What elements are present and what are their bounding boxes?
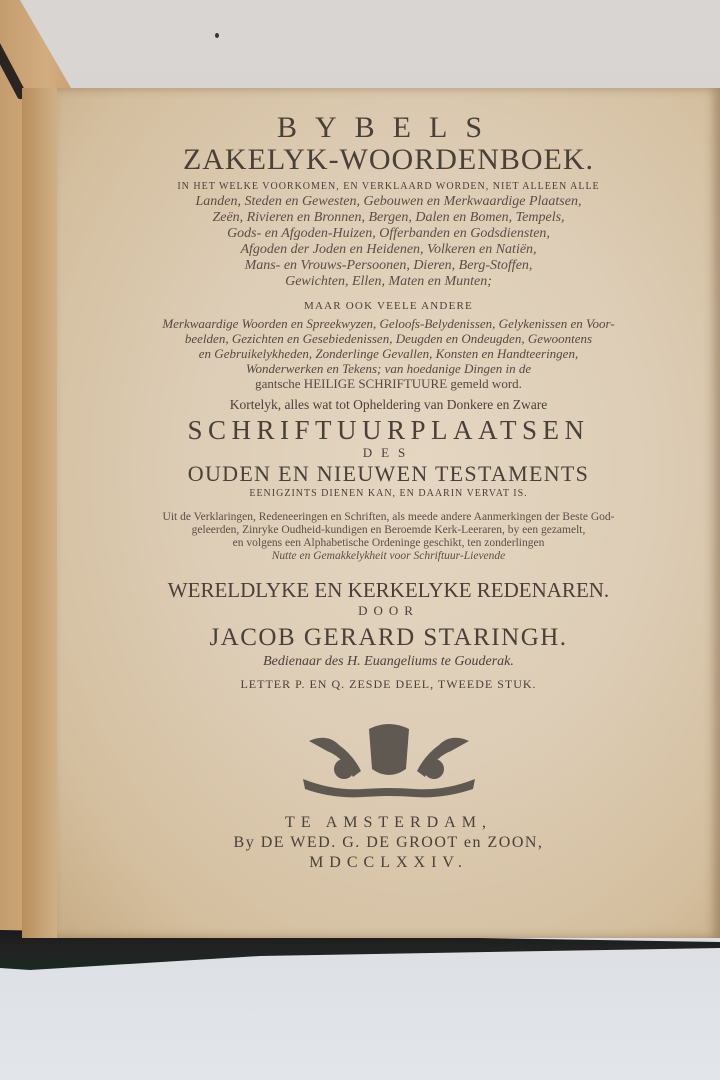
testaments-heading: OUDEN EN NIEUWEN TESTAMENTS: [187, 461, 590, 486]
subjects-list: [57, 194, 720, 290]
subject-line: Mans- en Vrouws-Persoonen, Dieren, Berg-Stoffen,: [244, 258, 533, 273]
subject-line: Gods- en Afgoden-Huizen, Offerbanden en Godsdiensten,: [227, 226, 550, 241]
door-line: DOOR: [358, 603, 419, 618]
sources-line: Nutte en Gemakkelykheit voor Schriftuur-Lievende: [271, 550, 506, 562]
title-line-2: ZAKELYK-WOORDENBOEK.: [182, 143, 595, 176]
sources-line: en volgens een Alphabetische Ordeninge geschikt, ten zonderlingen: [232, 537, 545, 549]
redenaren-heading: WERELDLYKE EN KERKELYKE REDENAREN.: [167, 578, 610, 602]
subject-line: Zeën, Rivieren en Bronnen, Bergen, Dalen en Bomen, Tempels,: [212, 210, 565, 225]
des-line: DES: [362, 445, 415, 460]
imprint-place: TE AMSTERDAM,: [285, 814, 492, 831]
sources-line: Uit de Verklaringen, Redeneeringen en Schriften, als meede andere Aanmerkingen der Beste God-: [162, 511, 615, 523]
wall-speck: [215, 33, 219, 38]
eenigzints-line: EENIGZINTS DIENEN KAN, EN DAARIN VERVAT IS.: [249, 488, 528, 499]
volume-line: LETTER P. EN Q. ZESDE DEEL, TWEEDE STUK.: [240, 677, 537, 691]
sources-block: [57, 511, 720, 563]
schriftuur-heading: SCHRIFTUURPLAATSEN: [187, 415, 590, 445]
other-subject-line: beelden, Gezichten en Gesebiedenissen, Deugden en Ondeugden, Gewoontens: [184, 331, 593, 346]
page-gutter: [22, 88, 62, 938]
kortelyk-line: Kortelyk, alles wat tot Opheldering van Donkere en Zware: [229, 397, 548, 412]
maar-ook-line: MAAR OOK VEELE ANDERE: [304, 300, 473, 312]
title-page-text: [57, 100, 720, 873]
author-role: Bedienaar des H. Euangeliums te Gouderak.: [263, 654, 514, 669]
subtitle-caps: IN HET WELKE VOORKOMEN, EN VERKLAARD WORDEN, NIET ALLEEN ALLE: [177, 181, 600, 192]
author-name: JACOB GERARD STARINGH.: [209, 624, 568, 651]
sources-line: geleerden, Zinryke Oudheid-kundigen en Beroemde Kerk-Leeraren, by een gezamelt,: [191, 524, 586, 536]
title-line-1: BYBELS: [276, 111, 501, 144]
subject-line: Gewichten, Ellen, Maten en Munten;: [285, 274, 492, 289]
subject-line: Landen, Steden en Gewesten, Gebouwen en Merkwaardige Plaatsen,: [195, 194, 582, 209]
printer-ornament-icon: [299, 719, 479, 799]
subject-line: Afgoden der Joden en Heidenen, Volkeren en Natiën,: [240, 242, 537, 257]
other-subject-line: Merkwaardige Woorden en Spreekwyzen, Geloofs-Belydenissen, Gelykenissen en Voor-: [162, 316, 615, 331]
other-subjects-list: [57, 316, 720, 391]
other-subject-line: gantsche HEILIGE SCHRIFTUURE gemeld word.: [255, 376, 522, 391]
other-subject-line: Wonderwerken en Tekens; van hoedanige Dingen in de: [245, 361, 532, 376]
imprint-year: MDCCLXXIV.: [309, 854, 468, 871]
imprint-printer: By DE WED. G. DE GROOT en ZOON,: [233, 834, 544, 851]
other-subject-line: en Gebruikelykheden, Zonderlinge Gevallen, Konsten en Handteeringen,: [198, 346, 579, 361]
